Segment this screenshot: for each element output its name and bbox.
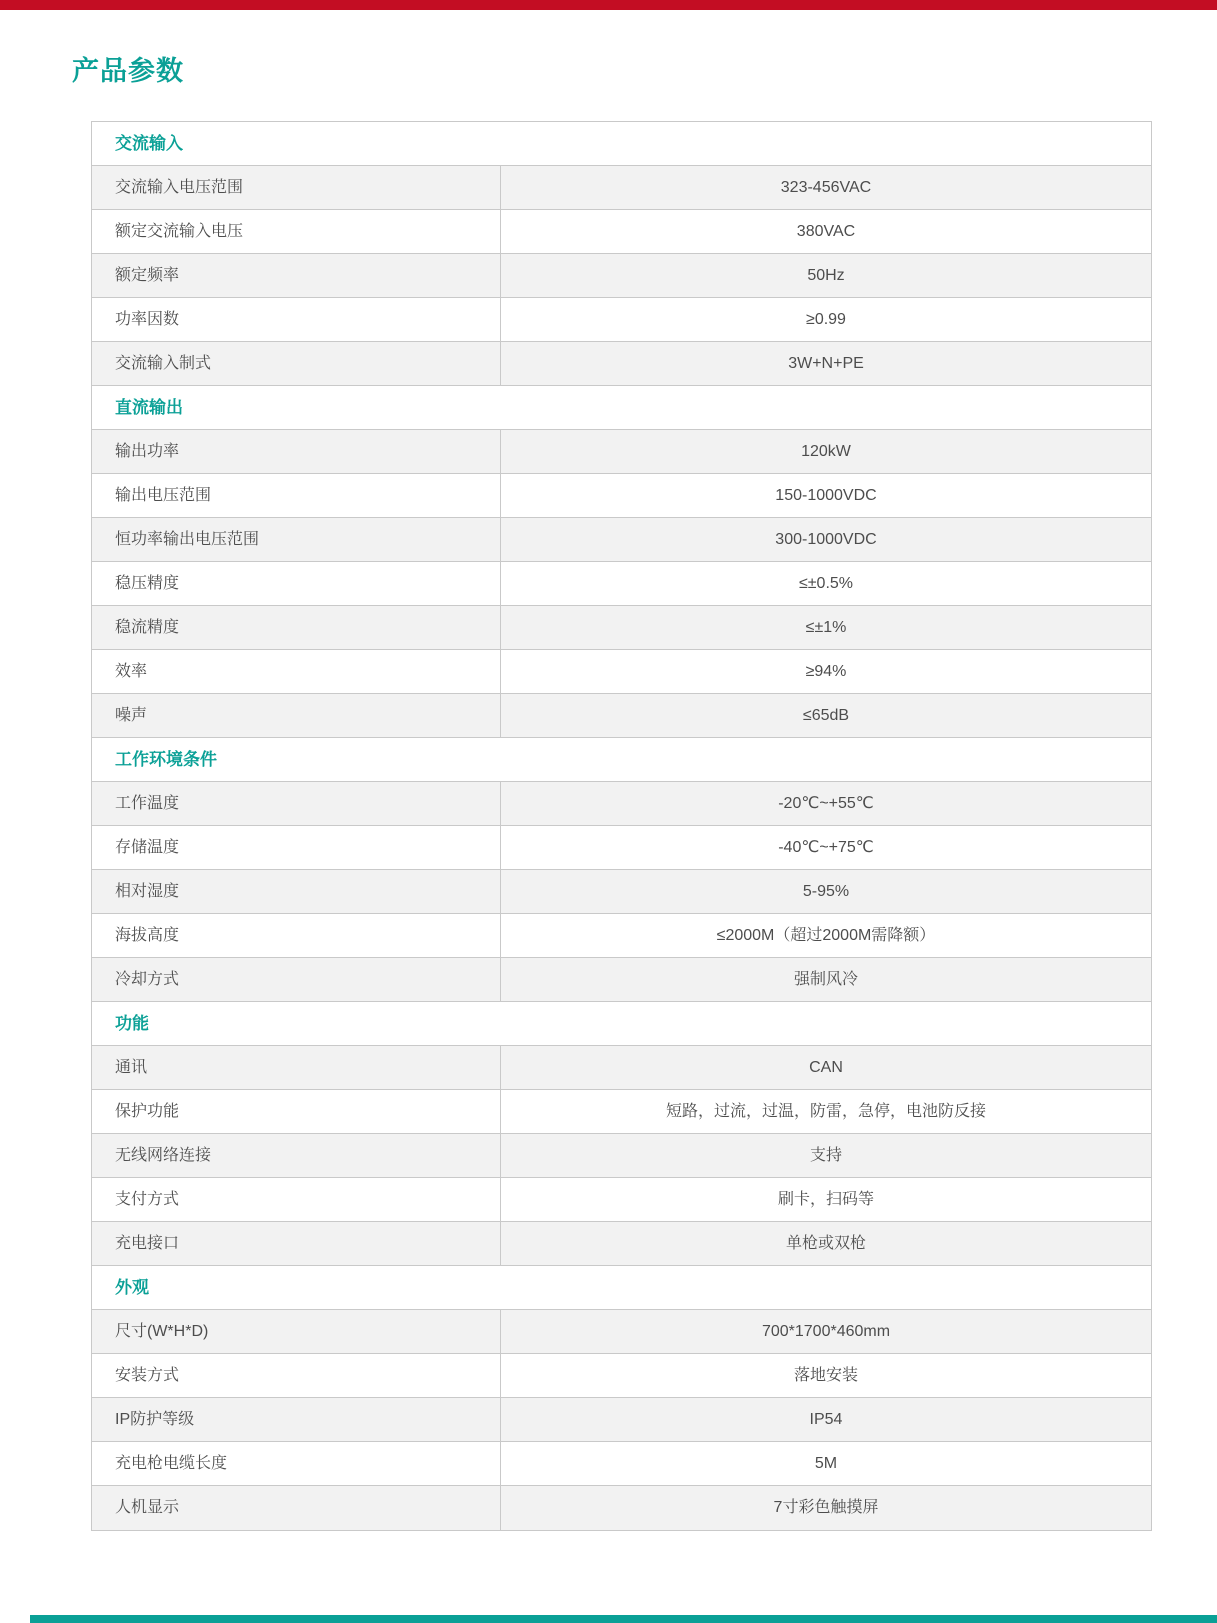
spec-row xyxy=(92,826,1151,870)
spec-label: 稳压精度 xyxy=(92,562,501,605)
spec-value: CAN xyxy=(809,1059,843,1076)
spec-value: 7寸彩色触摸屏 xyxy=(773,1499,879,1516)
spec-value: 5-95% xyxy=(802,883,850,900)
spec-label: 额定频率 xyxy=(92,254,501,297)
spec-row xyxy=(92,1310,1151,1354)
section-header: 直流输出 xyxy=(92,386,1151,430)
spec-value: 落地安装 xyxy=(793,1367,858,1384)
spec-value: 150-1000VDC xyxy=(775,487,877,504)
spec-label: 输出电压范围 xyxy=(92,474,501,517)
bottom-accent-bar xyxy=(30,1615,1217,1623)
spec-label: 无线网络连接 xyxy=(92,1134,501,1177)
spec-value: 323-456VAC xyxy=(780,179,872,196)
spec-label: 充电接口 xyxy=(92,1222,501,1265)
spec-label: 冷却方式 xyxy=(92,958,501,1001)
spec-label: 人机显示 xyxy=(92,1486,501,1530)
spec-row xyxy=(92,870,1151,914)
spec-row xyxy=(92,1134,1151,1178)
spec-row xyxy=(92,1090,1151,1134)
spec-label: 海拔高度 xyxy=(92,914,501,957)
spec-label: 充电枪电缆长度 xyxy=(92,1442,501,1485)
spec-row xyxy=(92,474,1151,518)
spec-row xyxy=(92,254,1151,298)
spec-value: -40℃~+75℃ xyxy=(778,839,874,856)
spec-row xyxy=(92,210,1151,254)
spec-row xyxy=(92,1486,1151,1530)
spec-table xyxy=(91,121,1152,1531)
spec-row xyxy=(92,1178,1151,1222)
spec-row xyxy=(92,298,1151,342)
spec-value: IP54 xyxy=(809,1411,843,1428)
spec-row xyxy=(92,166,1151,210)
spec-row xyxy=(92,958,1151,1002)
section-header: 外观 xyxy=(92,1266,1151,1310)
spec-value: ≥0.99 xyxy=(806,311,846,328)
spec-label: 尺寸(W*H*D) xyxy=(92,1310,501,1353)
spec-value: 300-1000VDC xyxy=(775,531,877,548)
section-header: 功能 xyxy=(92,1002,1151,1046)
spec-row xyxy=(92,694,1151,738)
spec-label: 交流输入电压范围 xyxy=(92,166,501,209)
spec-value: ≤±1% xyxy=(805,619,847,636)
spec-label: 功率因数 xyxy=(92,298,501,341)
section-header: 交流输入 xyxy=(92,122,1151,166)
spec-label: 稳流精度 xyxy=(92,606,501,649)
spec-label: 效率 xyxy=(92,650,501,693)
spec-label: 恒功率输出电压范围 xyxy=(92,518,501,561)
spec-value: ≤2000M（超过2000M需降额） xyxy=(716,927,936,944)
spec-row xyxy=(92,342,1151,386)
top-accent-bar xyxy=(0,0,1217,10)
spec-value: ≥94% xyxy=(805,663,847,680)
spec-value: 700*1700*460mm xyxy=(761,1323,891,1340)
spec-label: IP防护等级 xyxy=(92,1398,501,1441)
spec-value: 3W+N+PE xyxy=(788,355,864,372)
spec-value: ≤±0.5% xyxy=(798,575,854,592)
spec-label: 工作温度 xyxy=(92,782,501,825)
spec-row xyxy=(92,1398,1151,1442)
spec-row xyxy=(92,1046,1151,1090)
spec-row xyxy=(92,430,1151,474)
spec-row xyxy=(92,1442,1151,1486)
spec-label: 支付方式 xyxy=(92,1178,501,1221)
spec-value: 380VAC xyxy=(796,223,856,240)
spec-value: 支持 xyxy=(809,1147,842,1164)
spec-row xyxy=(92,518,1151,562)
spec-value: 刷卡，扫码等 xyxy=(777,1191,874,1208)
spec-row xyxy=(92,782,1151,826)
spec-label: 相对湿度 xyxy=(92,870,501,913)
spec-row xyxy=(92,562,1151,606)
spec-value: 短路，过流，过温，防雷，急停，电池防反接 xyxy=(665,1103,986,1120)
spec-value: 120kW xyxy=(801,443,851,460)
spec-label: 存储温度 xyxy=(92,826,501,869)
spec-label: 噪声 xyxy=(92,694,501,737)
spec-label: 输出功率 xyxy=(92,430,501,473)
spec-row xyxy=(92,914,1151,958)
spec-label: 保护功能 xyxy=(92,1090,501,1133)
spec-row xyxy=(92,1354,1151,1398)
spec-label: 额定交流输入电压 xyxy=(92,210,501,253)
spec-label: 安装方式 xyxy=(92,1354,501,1397)
spec-value: 50Hz xyxy=(807,267,845,284)
spec-value: 单枪或双枪 xyxy=(785,1235,866,1252)
spec-row xyxy=(92,1222,1151,1266)
page-title: 产品参数 xyxy=(72,56,184,86)
spec-value: 5M xyxy=(814,1455,838,1472)
spec-label: 通讯 xyxy=(92,1046,501,1089)
spec-row xyxy=(92,606,1151,650)
spec-row xyxy=(92,650,1151,694)
section-header: 工作环境条件 xyxy=(92,738,1151,782)
spec-value: -20℃~+55℃ xyxy=(778,795,874,812)
spec-label: 交流输入制式 xyxy=(92,342,501,385)
spec-value: 强制风冷 xyxy=(793,971,858,988)
spec-value: ≤65dB xyxy=(802,707,850,724)
